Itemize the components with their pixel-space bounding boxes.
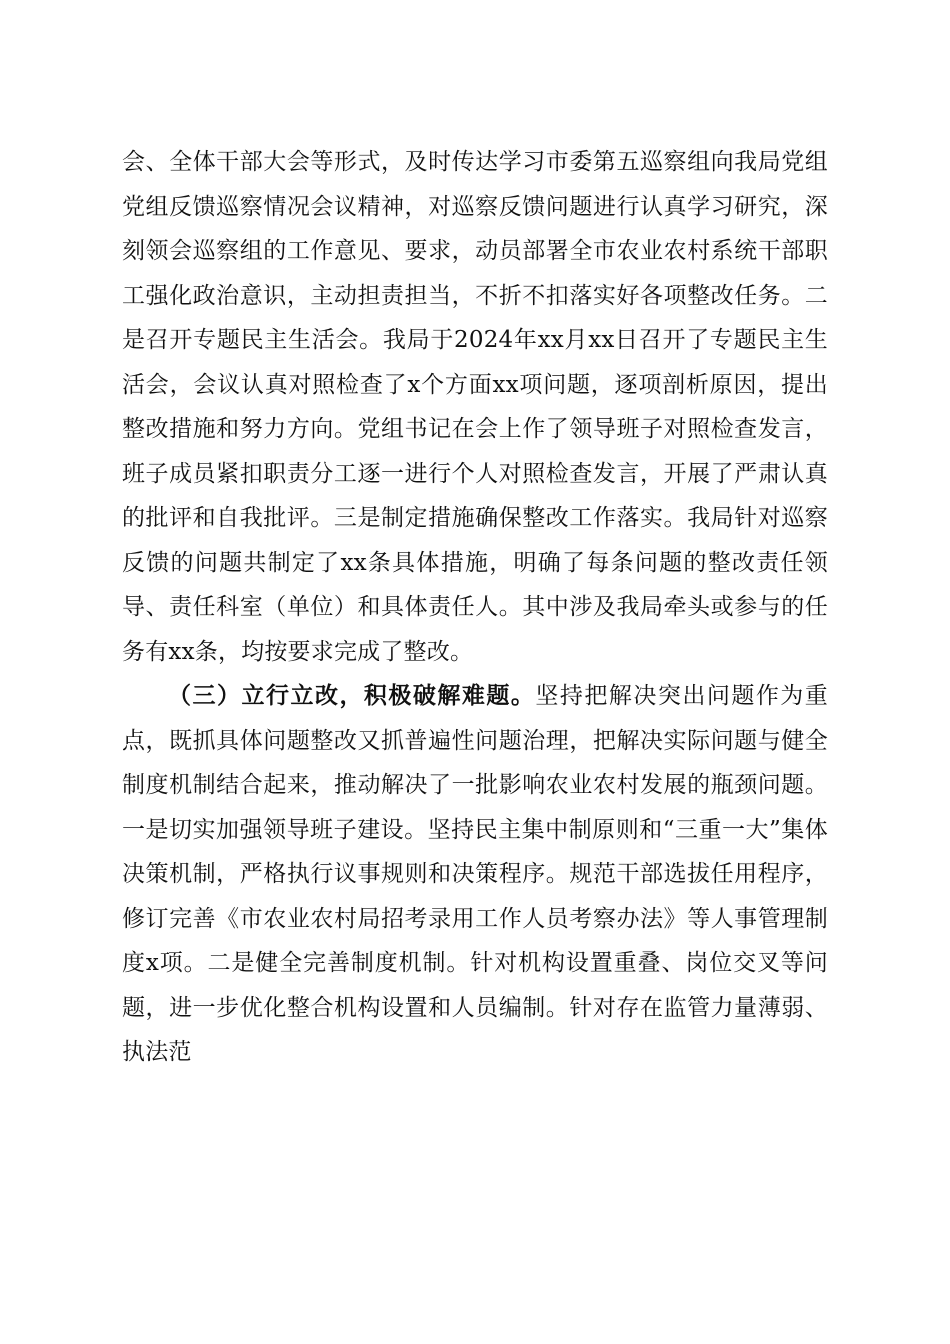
paragraph-continued — [122, 140, 828, 674]
section-heading: （三）立行立改，积极破解难题。 — [168, 682, 536, 709]
paragraph-section-three — [122, 674, 828, 1075]
paragraph-2-text: 坚持把解决突出问题作为重点，既抓具体问题整改又抓普遍性问题治理，把解决实际问题与健全制度机制结合起来，推动解决了一批影响农业农村发展的瓶颈问题。一是切实加强领导班子建设。坚持民主集中制原则和“三重一大”集体决策机制，严格执行议事规则和决策程序。规范干部选拔任用程序，修订完善《市农业农村局招考录用工作人员考察办法》等人事管理制度x项。二是健全完善制度机制。针对机构设置重叠、岗位交叉等问题，进一步优化整合机构设置和人员编制。针对存在监管力量薄弱、执法范 — [122, 683, 829, 1065]
body-text — [122, 140, 828, 1075]
paragraph-1-text: 会、全体干部大会等形式，及时传达学习市委第五巡察组向我局党组党组反馈巡察情况会议精神，对巡察反馈问题进行认真学习研究，深刻领会巡察组的工作意见、要求，动员部署全市农业农村系统干部职工强化政治意识，主动担责担当，不折不扣落实好各项整改任务。二是召开专题民主生活会。我局于2024年xx月xx日召开了专题民主生活会，会议认真对照检查了x个方面xx项问题，逐项剖析原因，提出整改措施和努力方向。党组书记在会上作了领导班子对照检查发言，班子成员紧扣职责分工逐一进行个人对照检查发言，开展了严肃认真的批评和自我批评。三是制定措施确保整改工作落实。我局针对巡察反馈的问题共制定了xx条具体措施，明确了每条问题的整改责任领导、责任科室（单位）和具体责任人。其中涉及我局牵头或参与的任务有xx条，均按要求完成了整改。 — [122, 149, 828, 665]
